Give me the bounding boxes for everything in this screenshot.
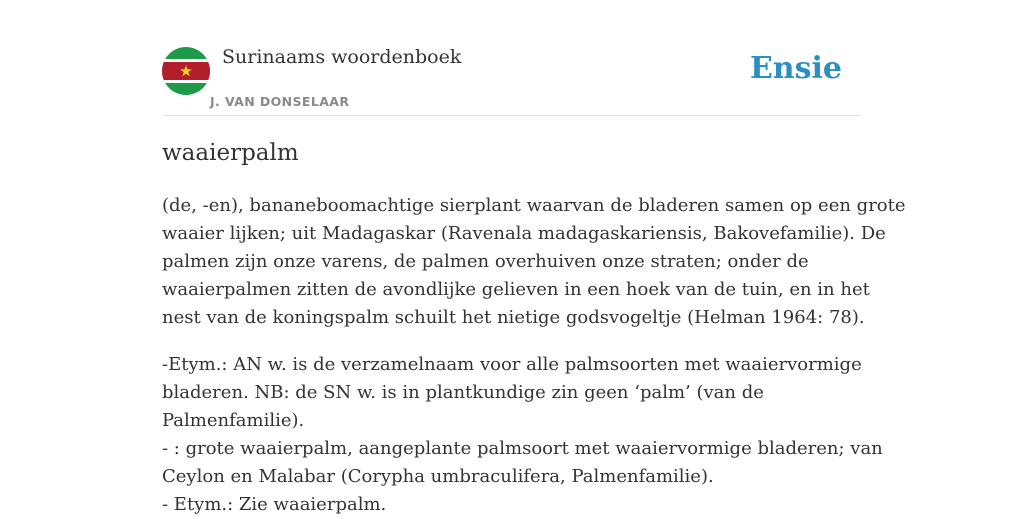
definition-paragraph (162, 192, 906, 332)
text-line: Palmenfamilie). (162, 410, 305, 431)
page-container (162, 0, 906, 515)
etymology-paragraph (162, 351, 883, 519)
text-line: (de, -en), bananeboomachtige sierplant waarvan de bladeren samen op een grote (162, 195, 906, 216)
text-line: palmen zijn onze varens, de palmen overhuiven onze straten; onder de (162, 251, 809, 272)
dictionary-title[interactable]: Surinaams woordenboek (222, 46, 462, 68)
text-line: bladeren. NB: de SN w. is in plantkundige zin geen ‘palm’ (van de (162, 382, 764, 403)
text-line: nest van de koningspalm schuilt het nietige godsvogeltje (Helman 1964: 78). (162, 307, 865, 328)
dictionary-author[interactable]: J. VAN DONSELAAR (210, 94, 350, 109)
text-line: Ceylon en Malabar (Corypha umbraculifera, Palmenfamilie). (162, 466, 714, 487)
entry-title: waaierpalm (162, 140, 299, 166)
dictionary-header (162, 0, 862, 116)
text-line: - Etym.: Zie waaierpalm. (162, 494, 387, 515)
text-line: -Etym.: AN w. is de verzamelnaam voor alle palmsoorten met waaiervormige (162, 354, 862, 375)
text-line: waaierpalmen zitten de avondlijke gelieven in een hoek van de tuin, en in het (162, 279, 870, 300)
ensie-logo[interactable]: Ensie (749, 51, 842, 86)
text-line: - : grote waaierpalm, aangeplante palmsoort met waaiervormige bladeren; van (162, 438, 883, 459)
text-line: waaier lijken; uit Madagaskar (Ravenala madagaskariensis, Bakovefamilie). De (162, 223, 886, 244)
suriname-flag-icon (162, 47, 210, 95)
